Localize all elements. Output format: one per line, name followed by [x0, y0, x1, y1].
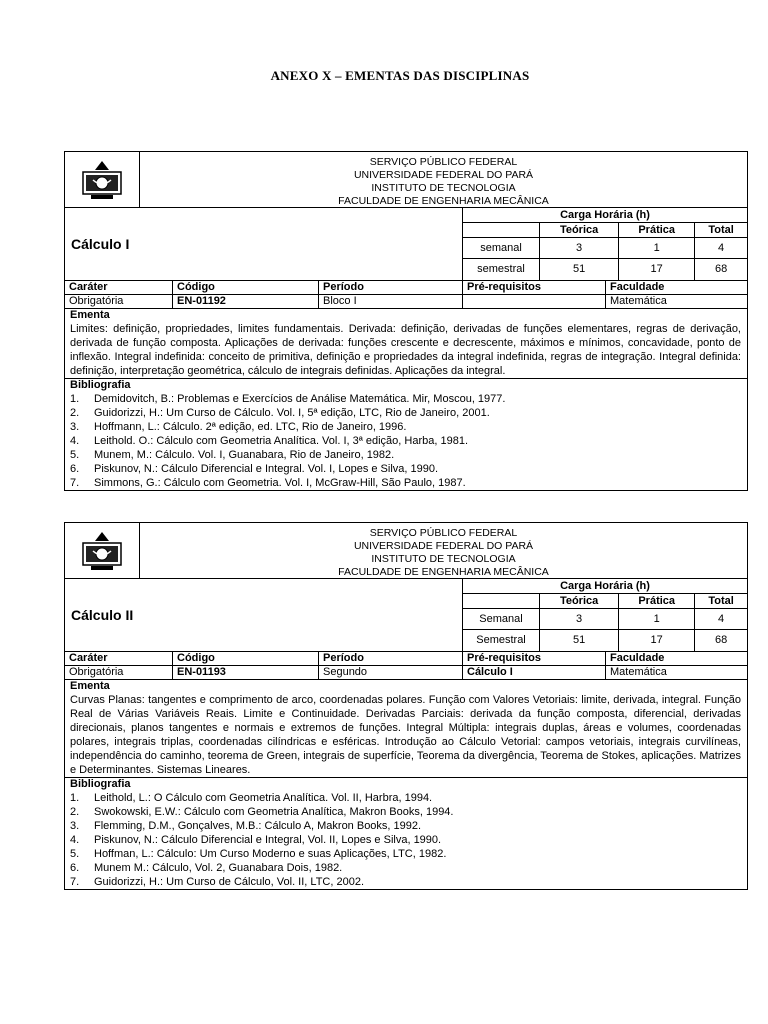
course-meta [65, 652, 747, 680]
bibliography-list [70, 791, 741, 889]
bibliography-item [70, 448, 741, 462]
course-title-text: Cálculo I [71, 235, 130, 252]
semanal-pratica: 1 [619, 609, 695, 630]
bibliography-text: Flemming, D.M., Gonçalves, M.B.: Cálculo A, Makron Books, 1992. [94, 819, 422, 832]
pratica-header: Prática [619, 594, 695, 609]
ementa-title: Ementa [70, 679, 110, 692]
semestral-total: 68 [695, 630, 747, 651]
periodo-header: Período [319, 281, 463, 295]
bibliography-number: 2. [70, 805, 80, 818]
codigo-value: EN-01193 [173, 666, 319, 679]
carga-horaria-table [463, 208, 747, 280]
bibliography-number: 6. [70, 462, 80, 475]
periodo-header: Período [319, 652, 463, 666]
university-seal-icon [65, 523, 140, 578]
course-title [65, 208, 463, 280]
semestral-pratica: 17 [619, 630, 695, 651]
bibliography-number: 4. [70, 833, 80, 846]
teorica-header: Teórica [540, 223, 619, 238]
bibliografia-title: Bibliografia [70, 378, 131, 391]
bibliography-text: Leithold. O.: Cálculo com Geometria Analítica. Vol. I, 3ª edição, Harba, 1981. [94, 434, 468, 447]
semestral-total: 68 [695, 259, 747, 280]
semestral-pratica: 17 [619, 259, 695, 280]
faculdade-value: Matemática [610, 294, 667, 307]
institution-block [140, 523, 747, 578]
ementa-title: Ementa [70, 308, 110, 321]
institution-line: SERVIÇO PÚBLICO FEDERAL [369, 527, 518, 539]
bibliografia-title: Bibliografia [70, 777, 131, 790]
ementa-section [65, 680, 747, 777]
bibliography-item [70, 805, 741, 819]
bibliography-text: Piskunov, N.: Cálculo Diferencial e Integral, Vol. II, Lopes e Silva, 1990. [94, 833, 442, 846]
bibliography-text: Munem M.: Cálculo, Vol. 2, Guanabara Dois, 1982. [94, 861, 343, 874]
codigo-header: Código [173, 652, 319, 666]
carater-header: Caráter [65, 652, 173, 666]
semestral-label: Semestral [463, 630, 540, 651]
semanal-teorica: 3 [540, 238, 619, 259]
prereq-header: Pré-requisitos [463, 281, 606, 295]
page-title: ANEXO X – EMENTAS DAS DISCIPLINAS [270, 68, 530, 83]
card-header [65, 523, 747, 579]
ementa-section [65, 309, 747, 378]
carga-header: Carga Horária (h) [560, 209, 650, 221]
bibliography-number: 3. [70, 819, 80, 832]
semanal-label: Semanal [463, 609, 540, 630]
institution-block [140, 152, 747, 207]
university-seal-icon [65, 152, 140, 207]
institution-line: FACULDADE DE ENGENHARIA MECÂNICA [338, 195, 549, 207]
bibliography-item [70, 833, 741, 847]
institution-line: INSTITUTO DE TECNOLOGIA [371, 553, 516, 565]
bibliography-text: Hoffman, L.: Cálculo: Um Curso Moderno e suas Aplicações, LTC, 1982. [94, 847, 447, 860]
carga-blank [463, 594, 540, 609]
bibliography-number: 7. [70, 476, 80, 489]
course-card [64, 151, 748, 491]
faculdade-header: Faculdade [606, 281, 747, 295]
bibliography-text: Hoffmann, L.: Cálculo. 2ª edição, ed. LTC, Rio de Janeiro, 1996. [94, 420, 407, 433]
bibliography-item [70, 791, 741, 805]
periodo-value: Bloco I [319, 295, 463, 308]
bibliography-item [70, 462, 741, 476]
ementa-text: Curvas Planas: tangentes e comprimento de arco, coordenadas polares. Função com Valores Vetoriais: limite, derivada, integral. Função Real de Várias Variáveis Reais. Limite e Continuidade. Derivadas Parciais: derivada da função composta, diferencial, derivadas direcionais, planos tangentes e normais e extremos de funções. Integral Múltipla: integrais duplas, áreas e volumes, coordenadas polares, integrais triplas, coordenadas cilíndricas e esféricas. Introdução ao Cálculo Vetorial: campos vetoriais, integrais curvilíneas, independência do caminho, teorema de Green, integrais de superfície, Teorema da divergência, Teorema de Stokes, aplicações. Matrizes e Determinantes. Sistemas Lineares. [70, 693, 741, 776]
pratica-header: Prática [619, 223, 695, 238]
bibliography-item [70, 875, 741, 889]
bibliography-number: 7. [70, 875, 80, 888]
course-meta [65, 281, 747, 309]
bibliography-number: 3. [70, 420, 80, 433]
semestral-teorica: 51 [540, 630, 619, 651]
bibliography-number: 4. [70, 434, 80, 447]
prereq-value [463, 295, 606, 308]
bibliography-list [70, 392, 741, 490]
bibliography-text: Piskunov, N.: Cálculo Diferencial e Integral. Vol. I, Lopes e Silva, 1990. [94, 462, 439, 475]
carga-horaria-table [463, 579, 747, 651]
total-header: Total [695, 594, 747, 609]
course-title-text: Cálculo II [71, 606, 134, 623]
bibliography-text: Munem, M.: Cálculo. Vol. I, Guanabara, Rio de Janeiro, 1982. [94, 448, 395, 461]
bibliography-text: Guidorizzi, H.: Um Curso de Cálculo, Vol. II, LTC, 2002. [94, 875, 365, 888]
bibliography-number: 5. [70, 448, 80, 461]
institution-line: FACULDADE DE ENGENHARIA MECÂNICA [338, 566, 549, 578]
bibliography-text: Simmons, G.: Cálculo com Geometria. Vol. I, McGraw-Hill, São Paulo, 1987. [94, 476, 466, 489]
bibliography-text: Swokowski, E.W.: Cálculo com Geometria Analítica, Makron Books, 1994. [94, 805, 454, 818]
bibliography-text: Demidovitch, B.: Problemas e Exercícios de Análise Matemática. Mir, Moscou, 1977. [94, 392, 506, 405]
bibliography-text: Guidorizzi, H.: Um Curso de Cálculo. Vol. I, 5ª edição, LTC, Rio de Janeiro, 2001. [94, 406, 490, 419]
bibliography-item [70, 434, 741, 448]
carater-value: Obrigatória [65, 666, 173, 679]
semestral-teorica: 51 [540, 259, 619, 280]
ementa-text: Limites: definição, propriedades, limites fundamentais. Derivada: definição, derivadas de funções elementares, regras de derivação, derivada de função composta. Aplicações de derivada: funções crescente e decrescente, máximos e mínimos, concavidade, ponto de inflexão. Integral indefinida: conceito de primitiva, definição e propriedades da integral indefinida, regras de integração. Integral definida: definição, interpretação geométrica, cálculo de integrais definidas. Aplicações da integral. [70, 322, 741, 377]
semanal-label: semanal [463, 238, 540, 259]
total-header: Total [695, 223, 747, 238]
prereq-header: Pré-requisitos [463, 652, 606, 666]
carga-header: Carga Horária (h) [560, 580, 650, 592]
bibliography-item [70, 392, 741, 406]
carater-header: Caráter [65, 281, 173, 295]
bibliography-item [70, 819, 741, 833]
bibliography-item [70, 476, 741, 490]
bibliography-number: 1. [70, 791, 80, 804]
faculdade-header: Faculdade [606, 652, 747, 666]
bibliografia-section [65, 777, 747, 889]
bibliography-number: 2. [70, 406, 80, 419]
bibliography-number: 1. [70, 392, 80, 405]
course-title [65, 579, 463, 651]
prereq-value: Cálculo I [463, 666, 606, 679]
codigo-header: Código [173, 281, 319, 295]
semestral-label: semestral [463, 259, 540, 280]
carater-value: Obrigatória [65, 295, 173, 308]
bibliography-number: 6. [70, 861, 80, 874]
semanal-total: 4 [695, 238, 747, 259]
codigo-value: EN-01192 [173, 295, 319, 308]
periodo-value: Segundo [319, 666, 463, 679]
course-card [64, 522, 748, 890]
bibliography-item [70, 847, 741, 861]
teorica-header: Teórica [540, 594, 619, 609]
bibliography-text: Leithold, L.: O Cálculo com Geometria Analítica. Vol. II, Harbra, 1994. [94, 791, 433, 804]
faculdade-value: Matemática [610, 665, 667, 678]
semanal-teorica: 3 [540, 609, 619, 630]
carga-blank [463, 223, 540, 238]
bibliography-item [70, 420, 741, 434]
bibliography-item [70, 406, 741, 420]
institution-line: INSTITUTO DE TECNOLOGIA [371, 182, 516, 194]
hours-row [65, 579, 747, 652]
bibliography-item [70, 861, 741, 875]
hours-row [65, 208, 747, 281]
semanal-total: 4 [695, 609, 747, 630]
bibliografia-section [65, 378, 747, 490]
bibliography-number: 5. [70, 847, 80, 860]
semanal-pratica: 1 [619, 238, 695, 259]
card-header [65, 152, 747, 208]
institution-line: UNIVERSIDADE FEDERAL DO PARÁ [353, 169, 534, 181]
institution-line: SERVIÇO PÚBLICO FEDERAL [369, 156, 518, 168]
institution-line: UNIVERSIDADE FEDERAL DO PARÁ [353, 540, 534, 552]
